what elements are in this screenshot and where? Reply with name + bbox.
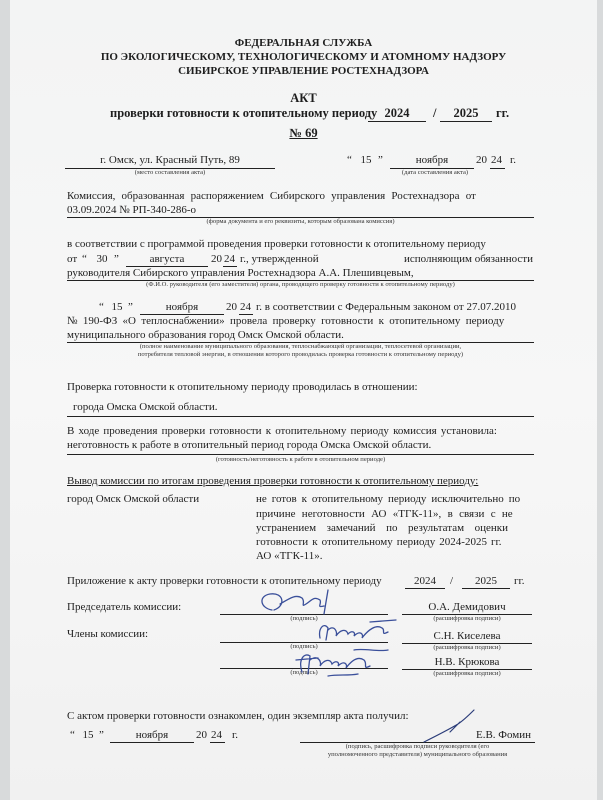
check-quote-close: ” [128, 301, 133, 313]
commission-caption: (форма документа и его реквизиты, которым образована комиссия) [206, 218, 395, 225]
finding-line1: В ходе проведения проверки готовности к отопительному периоду комиссия установила: [67, 425, 497, 437]
appendix-year-to: 2025 [475, 575, 497, 587]
act-place: г. Омск, ул. Красный Путь, 89 [100, 154, 240, 166]
act-number: № 69 [289, 126, 318, 140]
date-day: 15 [360, 154, 372, 166]
chair-label: Председатель комиссии: [67, 601, 182, 613]
check-caption-2: потребителя тепловой энергии, в отношении которого проводилась проверка готовности к отопительному периоду) [137, 351, 464, 358]
act-year-to: 2025 [453, 106, 479, 120]
date-caption: (дата составления акта) [401, 169, 469, 176]
chair-decode-caption: (расшифровка подписи) [433, 615, 501, 622]
program-caption: (Ф.И.О. руководителя (его заместителя) органа, проводящего проверку готовности к отопительному периоду) [146, 281, 455, 288]
subject-value: города Омска Омской области. [73, 401, 218, 413]
chair-sign-caption: (подпись) [290, 615, 318, 622]
chair-signature [250, 588, 340, 618]
ack-caption-1: (подпись, расшифровка подписи руководителя (его [345, 743, 490, 750]
act-year-from: 2024 [384, 106, 410, 120]
appendix-slash: / [450, 575, 454, 587]
program-line3: руководителя Сибирского управления Ростехнадзора А.А. Плешивцевым, [67, 267, 414, 279]
ack-quote-open: “ [70, 729, 75, 741]
program-quote-open: “ [82, 253, 87, 265]
ack-year-suffix: 24 [211, 729, 222, 741]
check-month: ноября [165, 301, 199, 313]
check-year-prefix: 20 [226, 301, 237, 313]
commission-text-line1: Комиссия, образованная распоряжением Сибирского управления Ростехнадзора от [67, 190, 476, 202]
member1-decode-caption: (расшифровка подписи) [433, 644, 501, 651]
member2-decode-caption: (расшифровка подписи) [433, 670, 501, 677]
act-title: АКТ [290, 91, 317, 105]
program-line2-tail: г., утвержденной [240, 253, 319, 265]
appendix-text: Приложение к акту проверки готовности к отопительному периоду [67, 575, 382, 587]
conclusion-line5: АО «ТГК-11». [256, 550, 323, 562]
agency-subtitle: ПО ЭКОЛОГИЧЕСКОМУ, ТЕХНОЛОГИЧЕСКОМУ И АТОМНОМУ НАДЗОРУ [100, 51, 507, 63]
agency-title: ФЕДЕРАЛЬНАЯ СЛУЖБА [234, 37, 373, 49]
chair-name: О.А. Демидович [428, 601, 506, 613]
date-quote-close: ” [378, 154, 383, 166]
check-line2: № 190-ФЗ «О теплоснабжении» провела проверку готовности к отопительному периоду [67, 315, 505, 327]
act-document [10, 0, 597, 800]
act-subject: проверки готовности к отопительному периоду [110, 106, 378, 120]
members-label: Члены комиссии: [67, 628, 149, 640]
appendix-year-from: 2024 [414, 575, 436, 587]
ack-quote-close: ” [99, 729, 104, 741]
conclusion-line4: готовности к отопительному периоду 2024-2025 гг. [256, 536, 502, 548]
program-from: от [67, 253, 78, 265]
ack-year-prefix: 20 [196, 729, 207, 741]
conclusion-line2: причине неготовности АО «ТГК-11», в связи с не [256, 508, 513, 520]
member1-name: С.Н. Киселева [433, 630, 501, 642]
ack-signature [420, 706, 480, 746]
agency-department: СИБИРСКОЕ УПРАВЛЕНИЕ РОСТЕХНАДЗОРА [178, 65, 429, 77]
program-month: августа [149, 253, 185, 265]
check-caption-1: (полное наименование муниципального образования, теплоснабжающей организации, теплосетевой организации, [139, 343, 462, 350]
member1-sign-caption: (подпись) [290, 643, 318, 650]
ack-name: Е.В. Фомин [476, 729, 532, 741]
appendix-suffix: гг. [514, 575, 525, 587]
check-day: 15 [111, 301, 123, 313]
date-year-suffix: 24 [491, 154, 502, 166]
conclusion-entity: город Омск Омской области [67, 493, 200, 505]
check-quote-open: “ [99, 301, 104, 313]
ack-text: С актом проверки готовности ознакомлен, один экземпляр акта получил: [67, 710, 409, 722]
member2-name: Н.В. Крюкова [434, 656, 500, 668]
conclusion-line1: не готов к отопительному периоду исключительно по [256, 493, 521, 505]
member1-signature [310, 618, 400, 646]
program-line2-end: исполняющим обязанности [404, 253, 533, 265]
program-quote-close: ” [114, 253, 119, 265]
subject-heading: Проверка готовности к отопительному периоду проводилась в отношении: [67, 381, 418, 393]
program-line1: в соответствии с программой проведения проверки готовности к отопительному периоду [67, 238, 486, 250]
date-year-prefix: 20 [476, 154, 487, 166]
conclusion-heading: Вывод комиссии по итогам проведения проверки готовности к отопительному периоду: [67, 475, 479, 487]
ack-year-label: г. [232, 729, 239, 741]
check-line1-tail: г. в соответствии с Федеральным законом от 27.07.2010 [256, 301, 516, 313]
member2-signature [288, 646, 398, 680]
check-year-suffix: 24 [240, 301, 251, 313]
date-month: ноября [415, 154, 449, 166]
act-year-suffix: гг. [496, 106, 510, 120]
commission-text-line2: 03.09.2024 № РП-340-286-о [67, 204, 197, 216]
date-quote-open: “ [347, 154, 352, 166]
program-day: 30 [96, 253, 108, 265]
program-year-prefix: 20 [211, 253, 222, 265]
finding-line2: неготовность к работе в отопительный период города Омска Омской области. [67, 439, 432, 451]
finding-caption: (готовность/неготовность к работе в отопительном периоде) [215, 456, 386, 463]
check-line3: муниципального образования город Омск Омской области. [67, 329, 344, 341]
place-caption: (место составления акта) [134, 169, 206, 176]
ack-day: 15 [82, 729, 94, 741]
conclusion-line3: устранением замечаний по результатам оценки [256, 522, 508, 534]
date-year-label: г. [510, 154, 517, 166]
member2-sign-caption: (подпись) [290, 669, 318, 676]
act-year-slash: / [433, 106, 437, 120]
ack-caption-2: уполномоченного представителя) муниципального образования [327, 751, 508, 758]
ack-month: ноября [135, 729, 169, 741]
program-year-suffix: 24 [224, 253, 235, 265]
